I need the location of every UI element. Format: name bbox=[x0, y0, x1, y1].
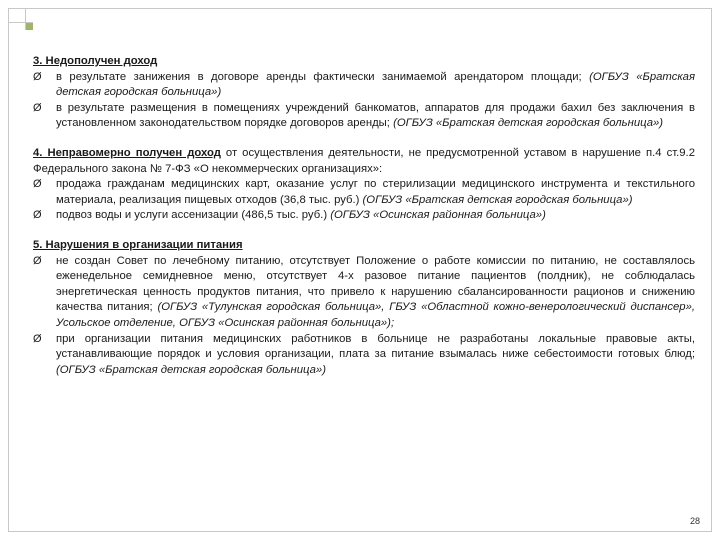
item-note: (ОГБУЗ «Братская детская городская больница») bbox=[362, 193, 633, 206]
item-note: (ОГБУЗ «Братская детская городская больница») bbox=[56, 363, 326, 376]
section-heading bbox=[33, 54, 695, 70]
accent-square bbox=[26, 23, 33, 30]
list-item bbox=[33, 208, 695, 224]
item-note: (ОГБУЗ «Осинская районная больница») bbox=[330, 209, 546, 222]
bullet-list bbox=[33, 70, 695, 132]
item-text: не создан Совет по лечебному питанию, отсутствует Положение о работе комиссии по питанию, не составлялось еженедельное семидневное меню, отсутствует 4-х разовое питание пациентов (полдник), не соблюдалась энергетическая ценность продуктов питания, что привело к нарушению сбалансированности рационов и снижению качества питания; bbox=[56, 254, 695, 314]
section-title: 5. Нарушения в организации питания bbox=[33, 238, 243, 251]
bullet-list bbox=[33, 254, 695, 379]
item-text: при организации питания медицинских работников в больнице не разработаны локальные правовые акты, устанавливающие порядок и условия организации, плата за питание взымалась ниже себестоимости готовых блюд; bbox=[56, 332, 695, 361]
arrow-bullet-icon: Ø bbox=[33, 70, 42, 83]
bullet-list bbox=[33, 177, 695, 224]
arrow-bullet-icon: Ø bbox=[33, 101, 42, 114]
item-text: в результате размещения в помещениях учреждений банкоматов, аппаратов для продажи бахил без заключения в установленном законодательством порядке договоров аренды; bbox=[56, 101, 695, 130]
section-3 bbox=[33, 54, 695, 132]
section-heading bbox=[33, 146, 695, 177]
section-4 bbox=[33, 146, 695, 224]
arrow-bullet-icon: Ø bbox=[33, 209, 42, 222]
item-text: продажа гражданам медицинских карт, оказание услуг по стерилизации медицинского инструмента и текстильного материала, реализация пищевых отходов (36,8 тыс. руб.) bbox=[56, 178, 695, 206]
section-title: 3. Недополучен доход bbox=[33, 55, 158, 67]
list-item bbox=[33, 70, 695, 101]
slide-content bbox=[33, 54, 695, 378]
list-item bbox=[33, 254, 695, 332]
list-item bbox=[33, 332, 695, 379]
list-item bbox=[33, 101, 695, 132]
item-note: (ОГБУЗ «Тулунская городская больница», ГБУЗ «Областной кожно-венерологический диспансер», Усольское отделение, ОГБУЗ «Осинская районная больница»); bbox=[56, 301, 695, 329]
item-note: (ОГБУЗ «Братская детская городская больница») bbox=[393, 117, 664, 130]
section-5 bbox=[33, 238, 695, 378]
item-note: (ОГБУЗ «Братская детская городская больница») bbox=[56, 70, 695, 99]
item-text: в результате занижения в договоре аренды фактически занимаемой арендатором площади; bbox=[56, 70, 590, 83]
arrow-bullet-icon: Ø bbox=[33, 332, 42, 345]
arrow-bullet-icon: Ø bbox=[33, 254, 42, 267]
list-item bbox=[33, 177, 695, 208]
page-number: 28 bbox=[689, 516, 700, 526]
section-intro: от осуществления деятельности, не предусмотренной уставом в нарушение п.4 ст.9.2 Федерального закона № 7-ФЗ «О некоммерческих организациях»: bbox=[33, 146, 695, 175]
arrow-bullet-icon: Ø bbox=[33, 178, 42, 191]
section-heading bbox=[33, 238, 695, 254]
section-title: 4. Неправомерно получен доход bbox=[33, 146, 221, 159]
item-text: подвоз воды и услуги ассенизации (486,5 тыс. руб.) bbox=[56, 209, 331, 222]
